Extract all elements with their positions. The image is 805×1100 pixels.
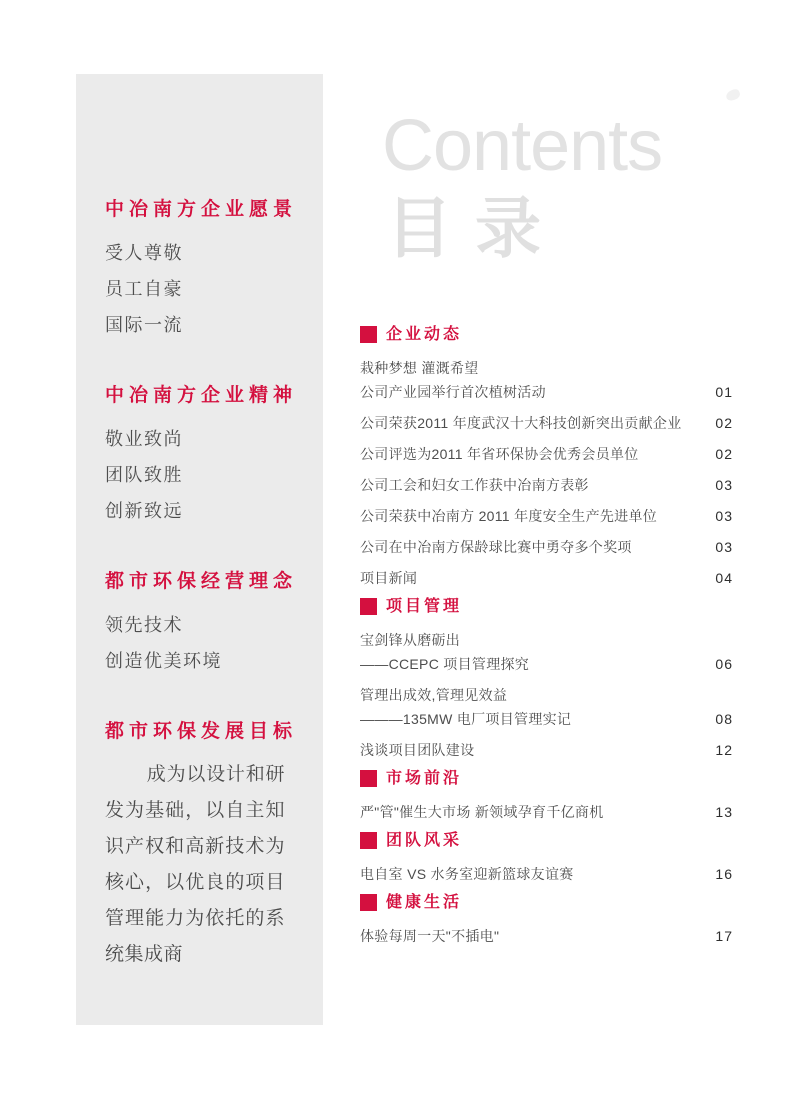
toc-page-number: 02 xyxy=(715,414,733,431)
red-square-bullet-icon xyxy=(360,326,377,343)
toc-page-number: 03 xyxy=(715,538,733,555)
toc-item xyxy=(360,411,733,435)
toc-page-number: 02 xyxy=(715,445,733,462)
toc-item xyxy=(360,800,733,824)
sidebar-item: 敬业致尚 xyxy=(105,429,183,449)
sidebar-section-heading: 中冶南方企业精神 xyxy=(105,385,298,406)
toc-item-title: 电自室 VS 水务室迎新篮球友谊赛 xyxy=(360,865,574,882)
toc-item-subtitle: ——CCEPC 项目管理探究 xyxy=(360,655,530,672)
toc-item-subtitle: ———135MW 电厂项目管理实记 xyxy=(360,710,572,727)
toc-item-title: 公司评选为2011 年省环保协会优秀会员单位 xyxy=(360,445,639,462)
toc-item-title: 体验每周一天"不插电" xyxy=(360,927,500,944)
toc-item xyxy=(360,442,733,466)
red-square-bullet-icon xyxy=(360,598,377,615)
sidebar-section-goal xyxy=(105,721,303,973)
toc-item xyxy=(360,535,733,559)
table-of-contents xyxy=(360,325,733,948)
sidebar-item: 员工自豪 xyxy=(105,279,183,299)
red-square-bullet-icon xyxy=(360,770,377,787)
toc-page-number: 17 xyxy=(715,927,733,944)
toc-item xyxy=(360,862,733,886)
toc-section-market-frontier xyxy=(360,769,733,824)
toc-section-company-news xyxy=(360,325,733,590)
contents-column xyxy=(360,106,733,955)
toc-page-number: 03 xyxy=(715,476,733,493)
sidebar-section-philosophy xyxy=(105,571,303,679)
toc-item-title: 公司工会和妇女工作获中冶南方表彰 xyxy=(360,476,589,493)
toc-page-number: 01 xyxy=(715,383,733,400)
toc-section-team-style xyxy=(360,831,733,886)
toc-item-title: 栽种梦想 灌溉希望 xyxy=(360,359,479,376)
toc-item-subtitle: 公司产业园举行首次植树活动 xyxy=(360,383,546,400)
toc-item-title: 严"管"催生大市场 新领域孕育千亿商机 xyxy=(360,803,604,820)
sidebar-goal-paragraph: 成为以设计和研发为基础，以自主知识产权和高新技术为核心，以优良的项目管理能力为依托的系统集成商 xyxy=(105,764,285,965)
page-title-english: Contents xyxy=(382,106,663,186)
toc-section-header xyxy=(360,597,733,617)
toc-section-header xyxy=(360,893,733,913)
toc-item-title: 公司在中冶南方保龄球比赛中勇夺多个奖项 xyxy=(360,538,632,555)
red-square-bullet-icon xyxy=(360,894,377,911)
toc-item xyxy=(360,566,733,590)
toc-page-number: 04 xyxy=(715,569,733,586)
toc-section-healthy-life xyxy=(360,893,733,948)
toc-item xyxy=(360,628,733,676)
sidebar-item: 团队致胜 xyxy=(105,465,183,485)
toc-item xyxy=(360,504,733,528)
toc-section-title: 市场前沿 xyxy=(386,769,463,787)
toc-section-header xyxy=(360,325,733,345)
sidebar-section-heading: 都市环保经营理念 xyxy=(105,571,298,592)
toc-section-project-management xyxy=(360,597,733,762)
toc-page-number: 12 xyxy=(715,741,733,758)
sidebar-item: 创造优美环境 xyxy=(105,651,222,671)
toc-section-header xyxy=(360,769,733,789)
toc-section-title: 健康生活 xyxy=(386,893,463,911)
toc-item-title: 公司荣获2011 年度武汉十大科技创新突出贡献企业 xyxy=(360,414,682,431)
toc-item-title: 浅谈项目团队建设 xyxy=(360,741,475,758)
toc-item xyxy=(360,683,733,731)
toc-page-number: 03 xyxy=(715,507,733,524)
toc-page-number: 13 xyxy=(715,803,733,820)
toc-page-number: 06 xyxy=(715,655,733,672)
toc-section-header xyxy=(360,831,733,851)
toc-item-title: 项目新闻 xyxy=(360,569,418,586)
toc-page-number: 08 xyxy=(715,710,733,727)
sidebar-section-heading: 中冶南方企业愿景 xyxy=(105,199,298,220)
sidebar-values-panel xyxy=(76,74,323,1025)
toc-page-number: 16 xyxy=(715,865,733,882)
toc-section-title: 项目管理 xyxy=(386,597,463,615)
scan-artifact xyxy=(725,88,742,102)
toc-item-title: 管理出成效,管理见效益 xyxy=(360,686,508,703)
sidebar-section-vision xyxy=(105,199,303,343)
sidebar-item: 国际一流 xyxy=(105,315,183,335)
sidebar-item: 创新致远 xyxy=(105,501,183,521)
page-title-chinese: 目 录 xyxy=(386,189,541,268)
sidebar-item: 领先技术 xyxy=(105,615,183,635)
toc-item-title: 公司荣获中冶南方 2011 年度安全生产先进单位 xyxy=(360,507,658,524)
toc-item xyxy=(360,738,733,762)
toc-item xyxy=(360,356,733,404)
toc-item-title: 宝剑锋从磨砺出 xyxy=(360,631,461,648)
sidebar-item: 受人尊敬 xyxy=(105,243,183,263)
toc-section-title: 团队风采 xyxy=(386,831,463,849)
red-square-bullet-icon xyxy=(360,832,377,849)
toc-item xyxy=(360,473,733,497)
toc-section-title: 企业动态 xyxy=(386,325,463,343)
sidebar-section-spirit xyxy=(105,385,303,529)
sidebar-section-heading: 都市环保发展目标 xyxy=(105,721,298,742)
toc-item xyxy=(360,924,733,948)
